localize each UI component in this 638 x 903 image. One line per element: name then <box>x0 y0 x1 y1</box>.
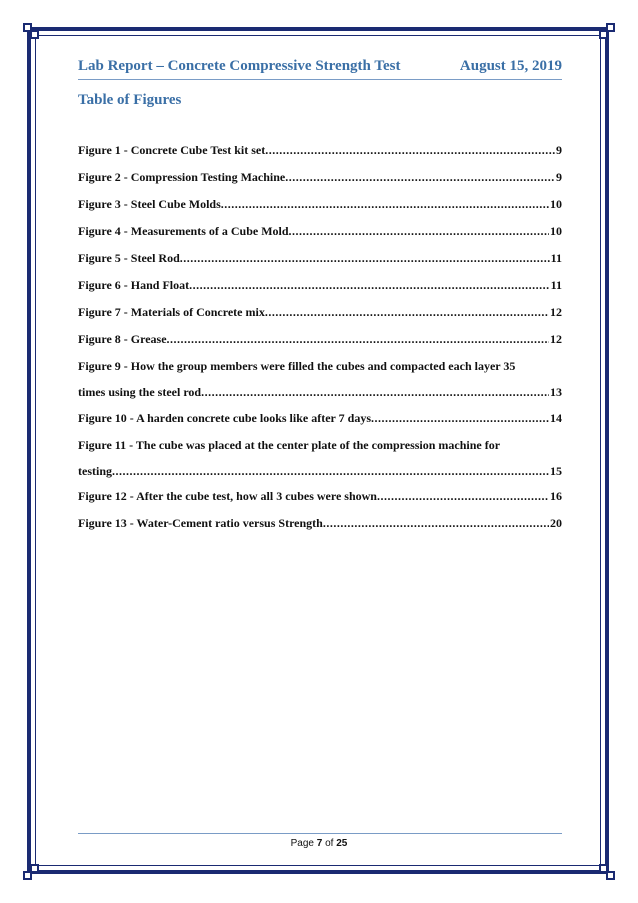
toc-entry-figure-12[interactable] <box>78 488 562 505</box>
toc-entry-figure-7[interactable] <box>78 304 562 321</box>
footer-of: of <box>325 838 334 849</box>
page-footer <box>0 838 638 849</box>
toc-title: Table of Figures <box>78 92 182 108</box>
toc-entry-text: testing <box>78 464 112 478</box>
toc-entry-text: Figure 3 - Steel Cube Molds <box>78 197 221 211</box>
toc-entry-page: 9 <box>556 170 562 184</box>
toc-entry-page: 13 <box>550 385 562 399</box>
toc-entry-page: 10 <box>550 224 562 238</box>
corner-ornament-bottom-right <box>599 864 615 880</box>
toc-entry-figure-5[interactable] <box>78 250 562 267</box>
toc-entry-page: 11 <box>550 278 562 292</box>
toc-entry-text-first-line: Figure 11 - The cube was placed at the center plate of the compression machine for <box>78 438 501 452</box>
toc-leader-dots <box>289 223 549 240</box>
header-divider <box>78 79 562 80</box>
corner-ornament-top-right <box>599 23 615 39</box>
header-date: August 15, 2019 <box>459 58 562 74</box>
toc-entry-text: Figure 4 - Measurements of a Cube Mold <box>78 224 289 238</box>
toc-entry-figure-2[interactable] <box>78 169 562 186</box>
toc-entry-text: times using the steel rod <box>78 385 202 399</box>
toc-leader-dots <box>265 304 549 321</box>
toc-leader-dots <box>201 384 549 401</box>
toc-entry-text: Figure 1 - Concrete Cube Test kit set <box>78 143 266 157</box>
corner-ornament-top-left <box>23 23 39 39</box>
toc-leader-dots <box>323 515 549 532</box>
toc-entry-figure-4[interactable] <box>78 223 562 240</box>
corner-ornament-bottom-left <box>23 864 39 880</box>
toc-entry-page: 10 <box>550 197 562 211</box>
footer-current-page: 7 <box>316 838 323 849</box>
toc-entry-page: 16 <box>550 489 562 503</box>
toc-leader-dots <box>285 169 555 186</box>
toc-entry-figure-3[interactable] <box>78 196 562 213</box>
toc-entry-text: Figure 10 - A harden concrete cube looks like after 7 days <box>78 411 371 425</box>
toc-entry-text: Figure 2 - Compression Testing Machine <box>78 170 286 184</box>
toc-entry-figure-6[interactable] <box>78 277 562 294</box>
toc-leader-dots <box>112 463 549 480</box>
toc-entry-text-first-line: Figure 9 - How the group members were filled the cubes and compacted each layer 35 <box>78 359 516 373</box>
footer-total-pages: 25 <box>336 838 348 849</box>
toc-leader-dots <box>167 331 549 348</box>
toc-leader-dots <box>221 196 549 213</box>
toc-entry-figure-8[interactable] <box>78 331 562 348</box>
toc-entry-text: Figure 8 - Grease <box>78 332 167 346</box>
toc-leader-dots <box>180 250 550 267</box>
toc-entry-page: 15 <box>550 464 562 478</box>
toc-leader-dots <box>265 142 555 159</box>
toc-entry-text: Figure 5 - Steel Rod <box>78 251 180 265</box>
toc-entry-figure-13[interactable] <box>78 515 562 532</box>
footer-page-prefix: Page <box>290 838 314 849</box>
toc-entry-page: 12 <box>550 332 562 346</box>
toc-leader-dots <box>371 410 549 427</box>
toc-entry-figure-1[interactable] <box>78 142 562 159</box>
toc-entry-text: Figure 7 - Materials of Concrete mix <box>78 305 265 319</box>
toc-entry-page: 20 <box>550 516 562 530</box>
toc-entry-figure-9[interactable] <box>78 358 562 401</box>
page-header <box>78 58 562 78</box>
toc-entry-figure-11[interactable] <box>78 437 562 480</box>
toc-leader-dots <box>189 277 550 294</box>
header-title: Lab Report – Concrete Compressive Strength Test <box>78 58 401 74</box>
toc-entry-text: Figure 6 - Hand Float <box>78 278 190 292</box>
toc-entry-text: Figure 13 - Water-Cement ratio versus Strength <box>78 516 323 530</box>
toc-entry-page: 9 <box>556 143 562 157</box>
toc-entry-page: 12 <box>550 305 562 319</box>
toc-entry-figure-10[interactable] <box>78 410 562 427</box>
toc-leader-dots <box>377 488 549 505</box>
toc-entry-page: 11 <box>550 251 562 265</box>
toc-entry-text: Figure 12 - After the cube test, how all 3 cubes were shown <box>78 489 377 503</box>
toc-entry-page: 14 <box>550 411 562 425</box>
footer-divider <box>78 833 562 834</box>
